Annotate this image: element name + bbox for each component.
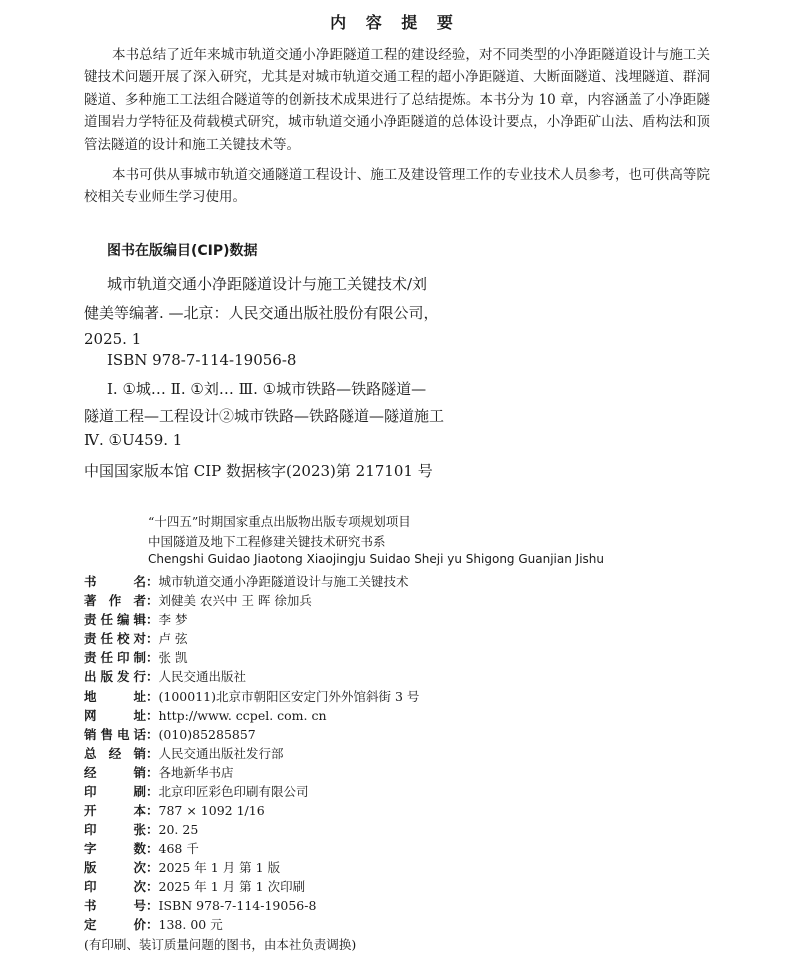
cip-line: 2025. 1	[84, 330, 142, 348]
imprint-value: http://www. ccpel. com. cn	[158, 708, 327, 723]
cip-line: 隧道工程—工程设计②城市铁路—铁路隧道—隧道施工	[84, 407, 445, 425]
imprint-value: 人民交通出版社	[158, 669, 247, 684]
summary-text-1: 本书总结了近年来城市轨道交通小净距隧道工程的建设经验，对不同类型的小净距隧道设计与施工关键技术问题开展了深入研究，尤其是对城市轨道交通工程的超小净距隧道、大断面隧道、浅埋隧道、群洞隧道、多种施工工法组合隧道等的创新技术成果进行了总结提炼。本书分为 10 章，内容涵盖了小净距隧道围岩力学特征及荷载模式研究，城市轨道交通小净距隧道的总体设计要点，小净距矿山法、盾构法和顶管法隧道的设计和施工关键技术等。	[84, 47, 710, 153]
cip-heading: 图书在版编目(CIP)数据	[107, 243, 258, 259]
imprint-row: 责任印制：张 凯	[84, 650, 188, 665]
imprint-row: 总经销：人民交通出版社发行部	[84, 746, 284, 761]
imprint-value: 卢 弦	[158, 631, 188, 646]
imprint-label: 经销	[84, 765, 146, 780]
imprint-label: 出版发行	[84, 669, 146, 684]
imprint-label: 印刷	[84, 784, 146, 799]
imprint-value: 2025 年 1 月 第 1 次印刷	[158, 879, 306, 894]
cip-line: 城市轨道交通小净距隧道设计与施工关键技术/刘	[107, 275, 428, 293]
imprint-label: 网址	[84, 708, 146, 723]
imprint-row: 版次：2025 年 1 月 第 1 版	[84, 860, 281, 875]
imprint-row: 书号：ISBN 978-7-114-19056-8	[84, 898, 317, 913]
cip-line: ISBN 978-7-114-19056-8	[107, 351, 297, 369]
imprint-row: 著作者：刘健美 农兴中 王 晖 徐加兵	[84, 593, 312, 608]
imprint-row: 地址：(100011)北京市朝阳区安定门外外馆斜街 3 号	[84, 689, 420, 704]
imprint-label: 书号	[84, 898, 146, 913]
imprint-value: 468 千	[158, 841, 199, 856]
imprint-row: 经销：各地新华书店	[84, 765, 234, 780]
imprint-row: 开本：787 × 1092 1/16	[84, 803, 265, 818]
imprint-value: 2025 年 1 月 第 1 版	[158, 860, 281, 875]
imprint-label: 定价	[84, 917, 146, 932]
cip-line: 中国国家版本馆 CIP 数据核字(2023)第 217101 号	[84, 462, 433, 480]
imprint-row: 销售电话：(010)85285857	[84, 727, 256, 742]
imprint-value: 人民交通出版社发行部	[158, 746, 284, 761]
imprint-value: 刘健美 农兴中 王 晖 徐加兵	[158, 593, 312, 608]
page-title: 内 容 提 要	[330, 13, 460, 32]
imprint-row: 责任校对：卢 弦	[84, 631, 188, 646]
imprint-row: 印张：20. 25	[84, 822, 199, 837]
summary-paragraph-2	[84, 164, 710, 209]
imprint-label: 总经销	[84, 746, 146, 761]
imprint-label: 开本	[84, 803, 146, 818]
imprint-label: 销售电话	[84, 727, 146, 742]
footnote: (有印刷、装订质量问题的图书，由本社负责调换)	[84, 937, 357, 952]
imprint-value: 787 × 1092 1/16	[158, 803, 265, 818]
imprint-value: ISBN 978-7-114-19056-8	[158, 898, 317, 913]
imprint-value: 138. 00 元	[158, 917, 223, 932]
imprint-label: 责任校对	[84, 631, 146, 646]
imprint-value: 城市轨道交通小净距隧道设计与施工关键技术	[158, 574, 409, 589]
imprint-value: (010)85285857	[158, 727, 256, 742]
imprint-row: 印刷：北京印匠彩色印刷有限公司	[84, 784, 309, 799]
imprint-label: 责任编辑	[84, 612, 146, 627]
imprint-label: 字数	[84, 841, 146, 856]
imprint-value: 20. 25	[158, 822, 199, 837]
imprint-label: 版次	[84, 860, 146, 875]
imprint-value: 张 凯	[158, 650, 188, 665]
imprint-row: 字数：468 千	[84, 841, 199, 856]
imprint-row: 书名：城市轨道交通小净距隧道设计与施工关键技术	[84, 574, 409, 589]
imprint-value: 各地新华书店	[158, 765, 234, 780]
series-pinyin: Chengshi Guidao Jiaotong Xiaojingju Suidao Sheji yu Shigong Guanjian Jishu	[148, 552, 604, 566]
imprint-label: 著作者	[84, 593, 146, 608]
imprint-label: 印张	[84, 822, 146, 837]
imprint-value: 北京印匠彩色印刷有限公司	[158, 784, 309, 799]
imprint-value: 李 梦	[158, 612, 188, 627]
imprint-row: 责任编辑：李 梦	[84, 612, 188, 627]
imprint-row: 出版发行：人民交通出版社	[84, 669, 247, 684]
summary-text-2: 本书可供从事城市轨道交通隧道工程设计、施工及建设管理工作的专业技术人员参考，也可供高等院校相关专业师生学习使用。	[84, 167, 710, 206]
series-line: “十四五”时期国家重点出版物出版专项规划项目	[148, 514, 411, 529]
imprint-row: 定价：138. 00 元	[84, 917, 223, 932]
imprint-row: 印次：2025 年 1 月 第 1 次印刷	[84, 879, 306, 894]
imprint-label: 地址	[84, 689, 146, 704]
imprint-label: 书名	[84, 574, 146, 589]
imprint-value: (100011)北京市朝阳区安定门外外馆斜街 3 号	[158, 689, 420, 704]
summary-paragraph-1	[84, 44, 710, 156]
imprint-row: 网址：http://www. ccpel. com. cn	[84, 708, 327, 723]
series-line: 中国隧道及地下工程修建关键技术研究书系	[148, 534, 386, 549]
cip-line: Ⅳ. ①U459. 1	[84, 431, 183, 449]
cip-line: Ⅰ. ①城… Ⅱ. ①刘… Ⅲ. ①城市铁路—铁路隧道—	[107, 380, 427, 398]
imprint-label: 印次	[84, 879, 146, 894]
cip-line: 健美等编著. —北京：人民交通出版社股份有限公司，	[84, 304, 439, 322]
imprint-label: 责任印制	[84, 650, 146, 665]
